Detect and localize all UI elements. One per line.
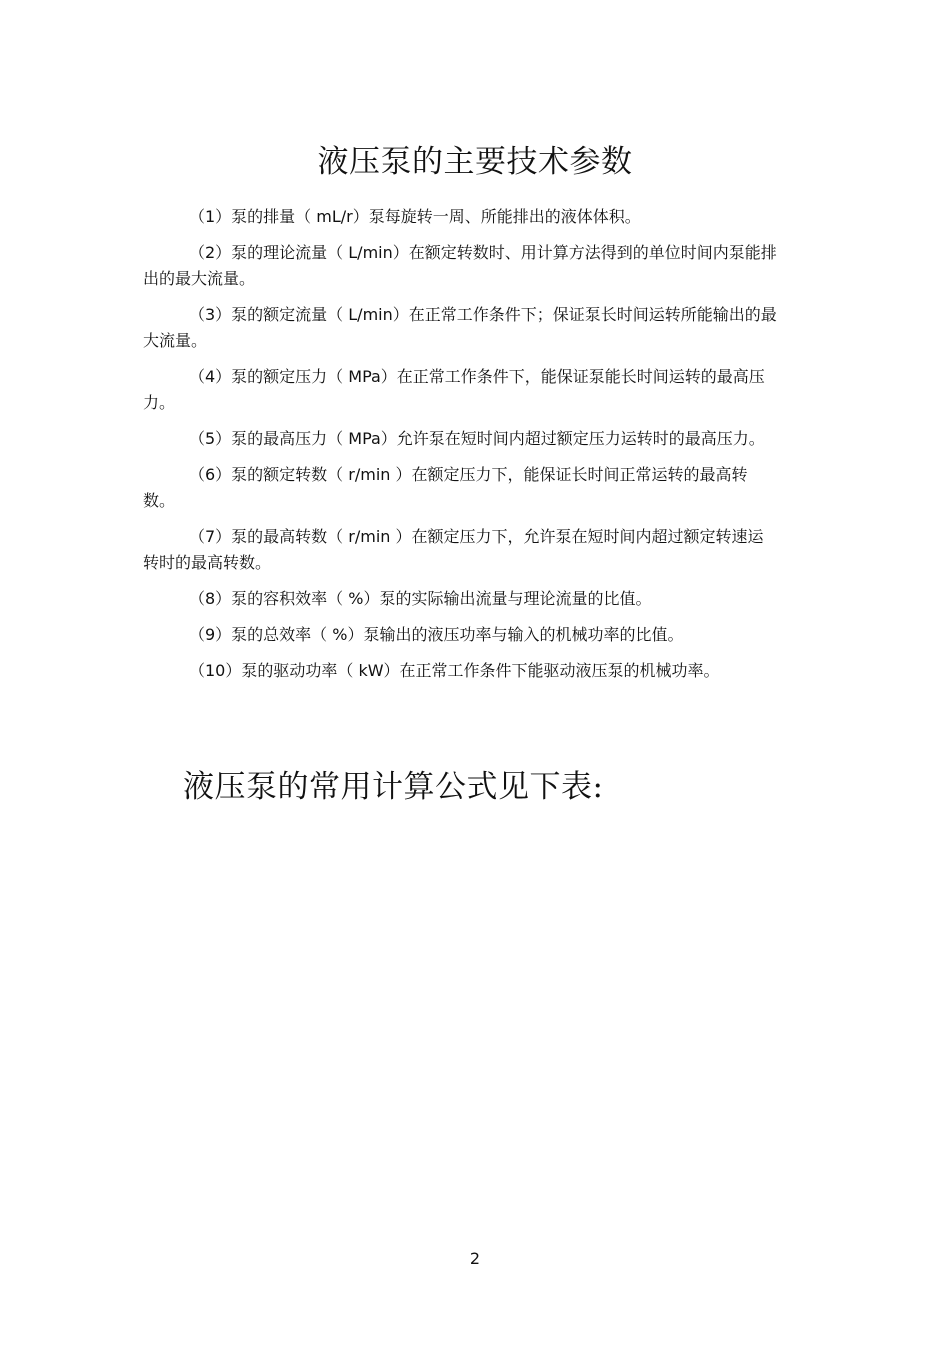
page-number: 2	[469, 1249, 481, 1268]
parameter-item-4: （4）泵的额定压力（ MPa）在正常工作条件下，能保证泵能长时间运转的最高压力。	[143, 367, 765, 412]
parameter-item-9: （9）泵的总效率（ %）泵输出的液压功率与输入的机械功率的比值。	[189, 625, 684, 644]
parameter-item-3: （3）泵的额定流量（ L/min）在正常工作条件下；保证泵长时间运转所能输出的最大流量。	[143, 305, 777, 350]
parameter-list	[143, 204, 779, 694]
parameter-item-7: （7）泵的最高转数（ r/min ）在额定压力下，允许泵在短时间内超过额定转速运转时的最高转数。	[143, 527, 764, 572]
parameter-item-5: （5）泵的最高压力（ MPa）允许泵在短时间内超过额定压力运转时的最高压力。	[189, 429, 765, 448]
parameter-item-1: （1）泵的排量（ mL/r）泵每旋转一周、所能排出的液体体积。	[189, 207, 641, 226]
parameter-item-2: （2）泵的理论流量（ L/min）在额定转数时、用计算方法得到的单位时间内泵能排出的最大流量。	[143, 243, 777, 288]
page-title: 液压泵的主要技术参数	[317, 144, 633, 180]
parameter-item-8: （8）泵的容积效率（ %）泵的实际输出流量与理论流量的比值。	[189, 589, 652, 608]
parameter-item-6: （6）泵的额定转数（ r/min ）在额定压力下，能保证长时间正常运转的最高转数。	[143, 465, 748, 510]
formula-section-heading: 液压泵的常用计算公式见下表:	[183, 769, 604, 805]
parameter-item-10: （10）泵的驱动功率（ kW）在正常工作条件下能驱动液压泵的机械功率。	[189, 661, 720, 680]
